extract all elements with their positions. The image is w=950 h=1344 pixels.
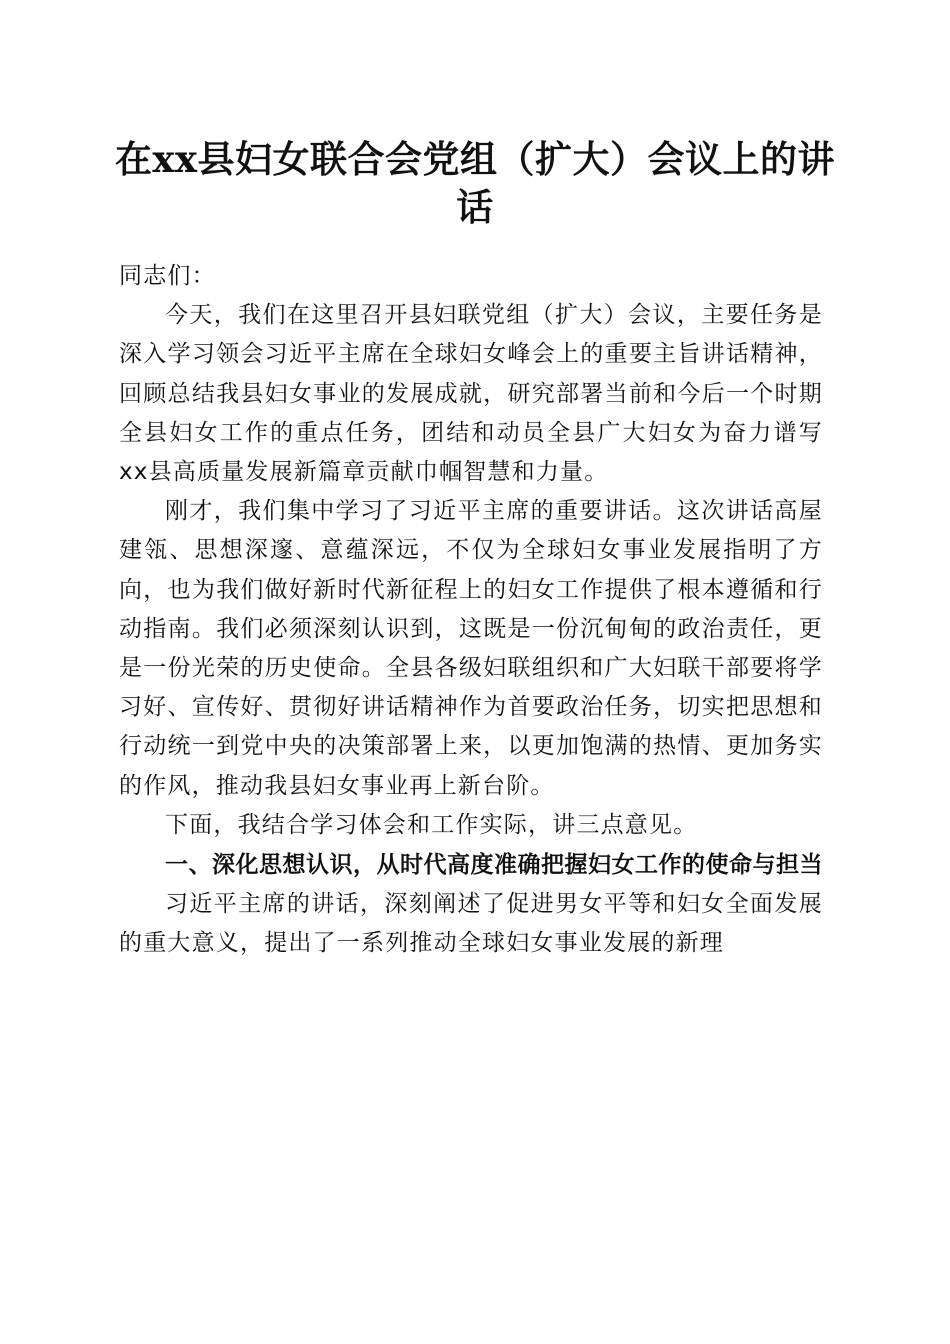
paragraph-section-1: 习近平主席的讲话，深刻阐述了促进男女平等和妇女全面发展的重大意义，提出了一系列推动全球妇女事业发展的新理 [119, 891, 823, 957]
salutation: 同志们： [119, 263, 216, 289]
document-title: 在xx县妇女联合会党组（扩大）会议上的讲话 [114, 137, 836, 229]
paragraph-opening: 今天，我们在这里召开县妇联党组（扩大）会议，主要任务是深入学习领会习近平主席在全球妇女峰会上的重要主旨讲话精神，回顾总结我县妇女事业的发展成就，研究部署当前和今后一个时期全县妇女工作的重点任务，团结和动员全县广大妇女为奋力谱写xx县高质量发展新篇章贡献巾帼智慧和力量。 [119, 302, 823, 486]
paragraph-transition: 下面，我结合学习体会和工作实际，讲三点意见。 [165, 811, 698, 838]
paragraph-study-summary: 刚才，我们集中学习了习近平主席的重要讲话。这次讲话高屋建瓴、思想深邃、意蕴深远，不仅为全球妇女事业发展指明了方向，也为我们做好新时代新征程上的妇女工作提供了根本遵循和行动指南。我们必须深刻认识到，这既是一份沉甸甸的政治责任，更是一份光荣的历史使命。全县各级妇联组织和广大妇联干部要将学习好、宣传好、贯彻好讲话精神作为首要政治任务，切实把思想和行动统一到党中央的决策部署上来，以更加饱满的热情、更加务实的作风，推动我县妇女事业再上新台阶。 [119, 498, 823, 799]
document-body [119, 257, 823, 963]
section-heading-1: 一、深化思想认识，从时代高度准确把握妇女工作的使命与担当 [165, 852, 823, 879]
